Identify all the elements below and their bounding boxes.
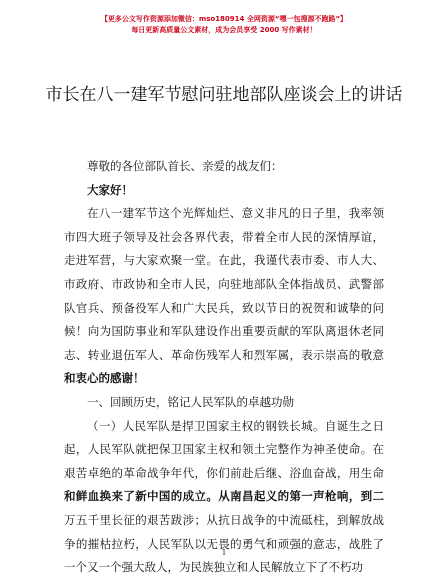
paragraph-1-bold: 和衷心的感谢！ — [64, 371, 145, 386]
promo-line-1: 【更多公文写作资源添加微信：mso180914 全网资源“嘿一包搜源不跑路”】 — [100, 15, 348, 23]
paragraph-1-text: 在八一建军节这个光辉灿烂、意义非凡的日子里，我率领市四大班子领导及社会各界代表，带着全市人民的深情厚谊，走进军营，与大家欢聚一堂。在此，我谨代表市委、市人大、市政府、市政协和全市人民，向驻地部队全体指战员、武警部队官兵、预备役军人和广大民兵，致以节日的祝贺和诚挚的问候！向为国防事业和军队建设作出重要贡献的军队离退休老同志、转业退伍军人、革命伤残军人和烈军属，表示崇高的敬意 — [64, 206, 384, 362]
paragraph-2-text-1: （一）人民军队是捍卫国家主权的钢铁长城。自诞生之日起，人民军队就把保卫国家主权和领土完整作为神圣使命。在艰苦卓绝的革命战争年代，你们前赴后继、浴血奋战，用生命 — [64, 418, 384, 480]
paragraph-2-bold: 和鲜血换来了新中国的成立。从南昌起义的第一声枪响，到二 — [64, 489, 384, 504]
salutation: 尊敬的各位部队首长、亲爱的战友们： — [87, 159, 283, 173]
greeting: 大家好！ — [87, 182, 133, 197]
document-title: 市长在八一建军节慰问驻地部队座谈会上的讲话 — [45, 85, 403, 105]
promo-header — [0, 14, 448, 36]
page-number: 1 — [221, 548, 227, 557]
promo-line-2: 每日更新高质量公文素材，成为会员享受 2000 写作素材！ — [131, 26, 317, 34]
paragraph-1 — [64, 202, 384, 391]
section-heading-1: 一、回顾历史，铭记人民军队的卓越功勋 — [87, 394, 294, 409]
document-body — [64, 155, 384, 580]
paragraph-2-text-2: 万五千里长征的艰苦跋涉；从抗日战争的中流砥柱，到解放战争的摧枯拉朽，人民军队以无畏的勇气和顽强的意志，战胜了一个又一个强大敌人，为民族独立和人民解放立下了不朽功 — [64, 512, 384, 575]
